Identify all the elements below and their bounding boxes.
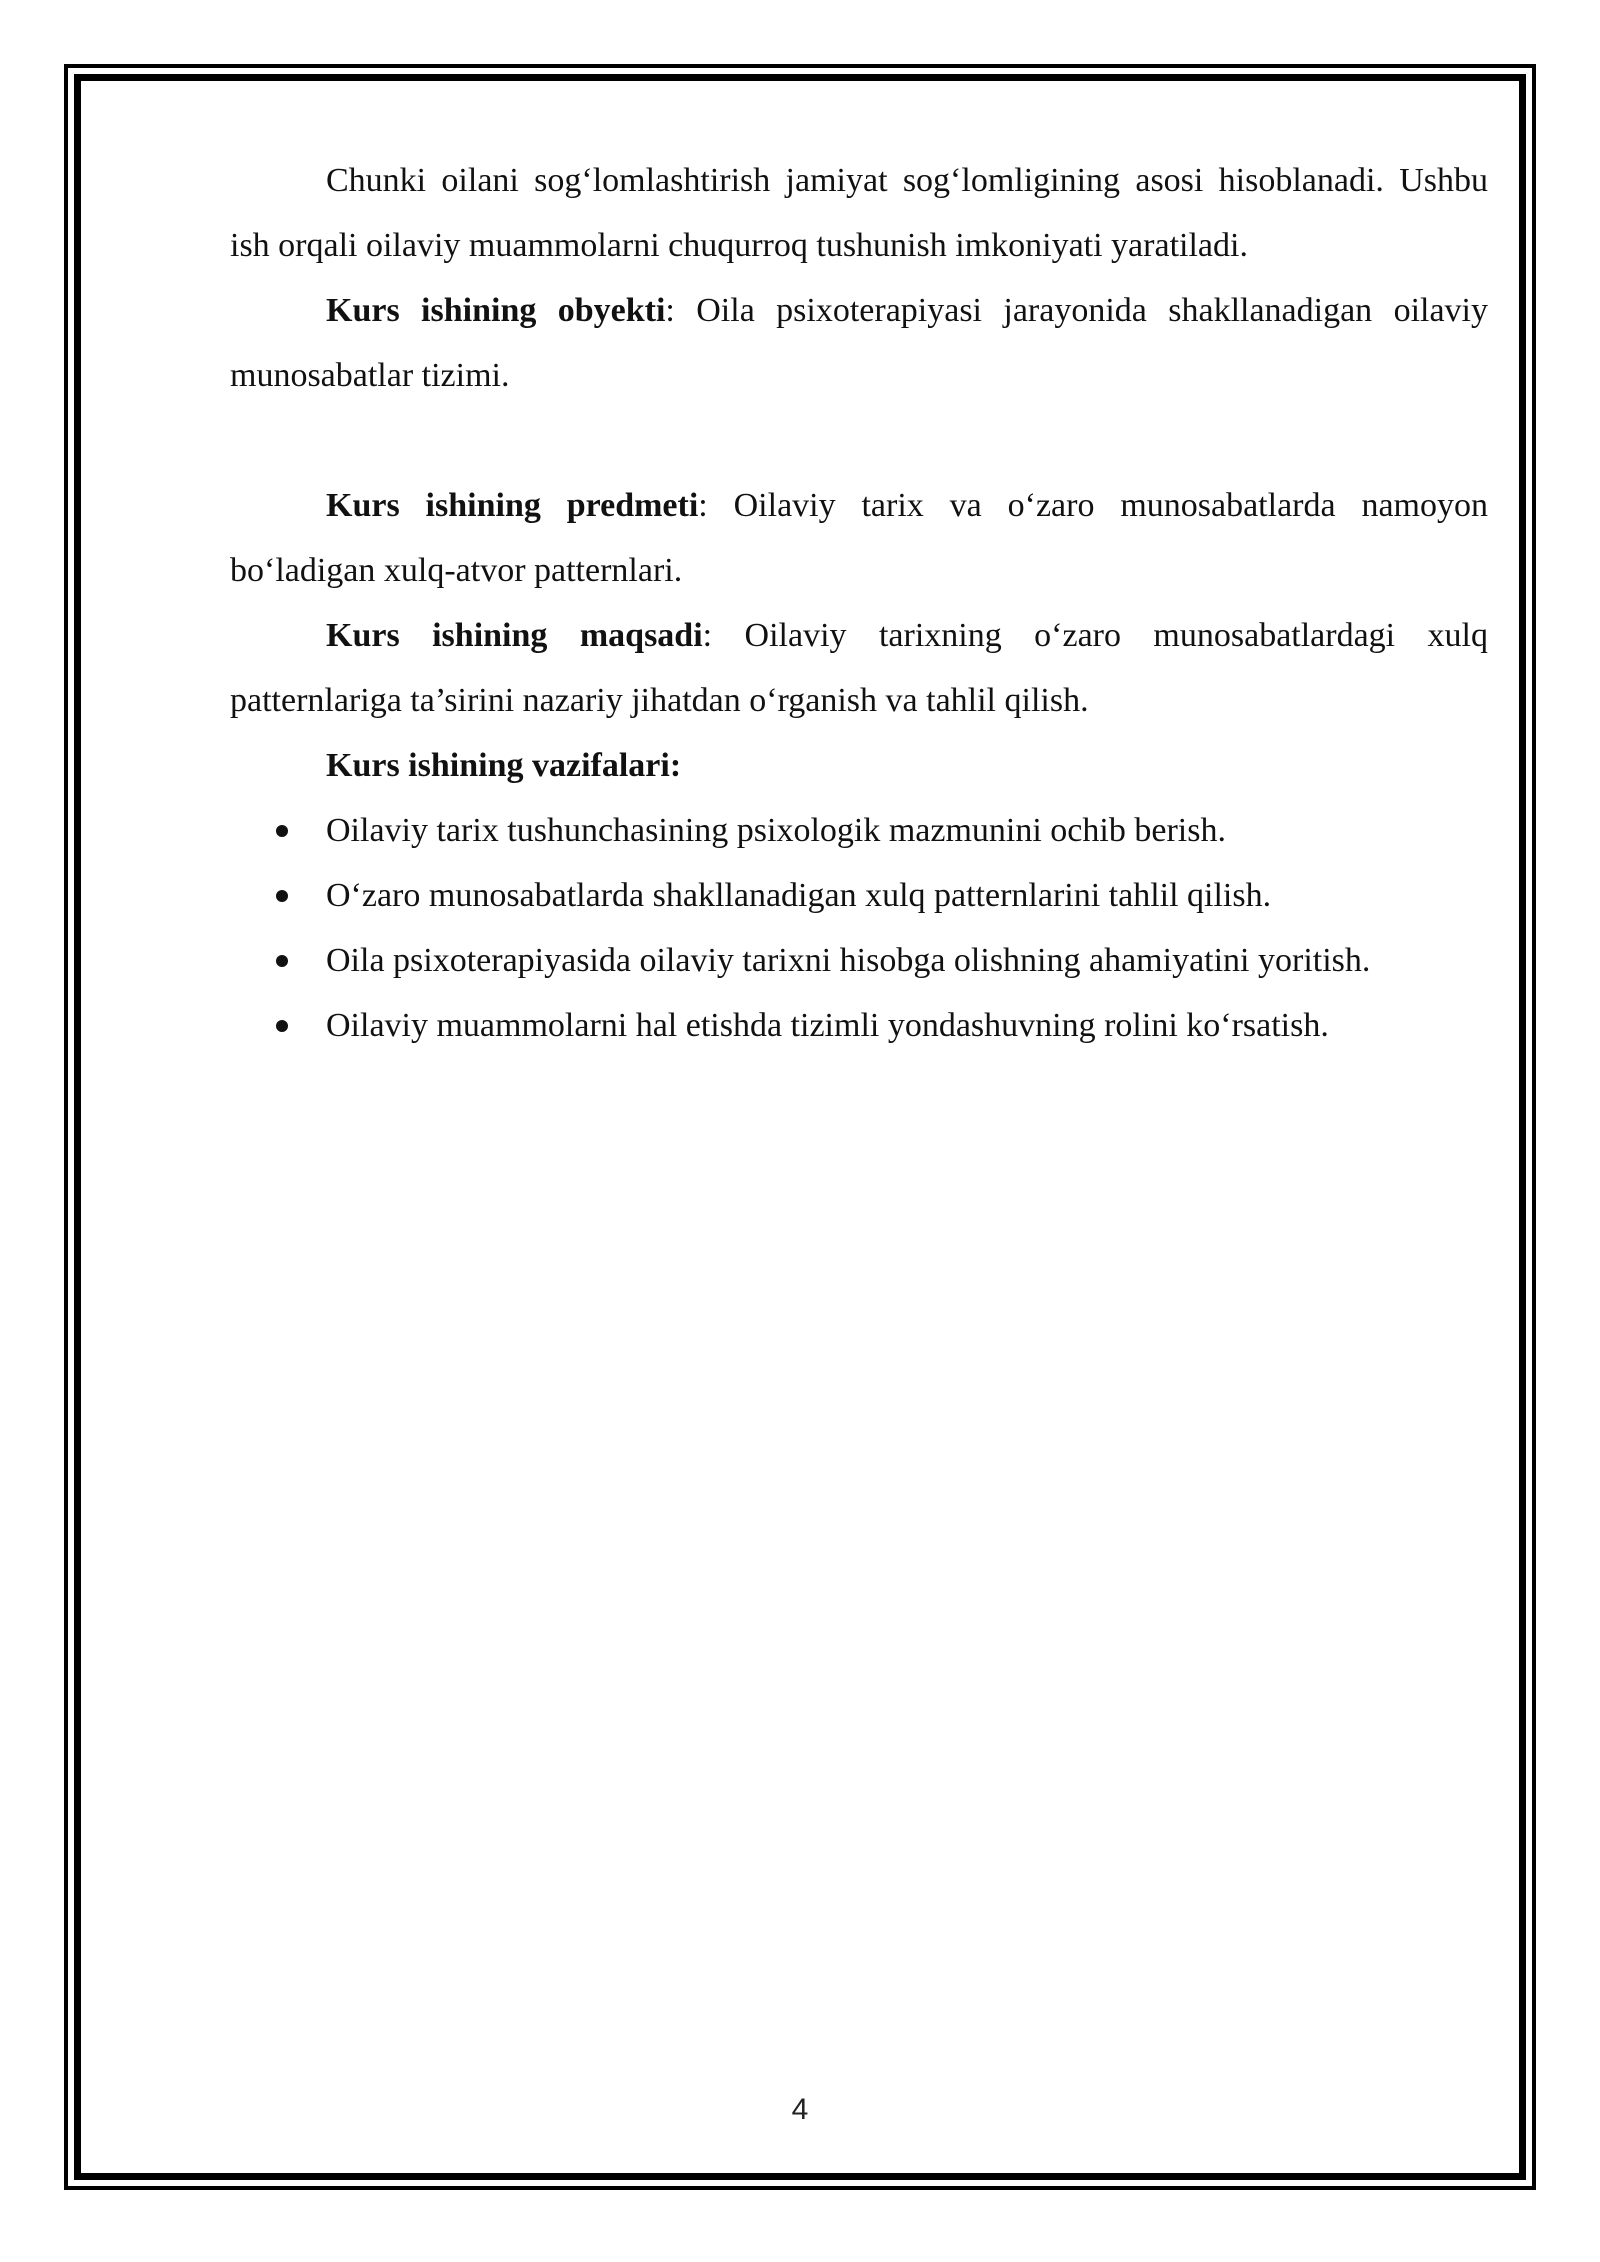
- goal-text: : Oilaviy tarixning o‘zaro munosabatlardagi xulq patternlariga ta’sirini nazariy jihatdan o‘rganish va tahlil qilish.: [230, 617, 1489, 719]
- task-text: Oilaviy tarix tushunchasining psixologik mazmunini ochib berish.: [326, 812, 1226, 849]
- list-item: [230, 798, 1488, 863]
- task-text: Oila psixoterapiyasida oilaviy tarixni hisobga olishning ahamiyatini yoritish.: [326, 942, 1371, 979]
- page-number: 4: [791, 2093, 809, 2126]
- task-text: O‘zaro munosabatlarda shakllanadigan xulq patternlarini tahlil qilish.: [326, 877, 1272, 914]
- subject-label: Kurs ishining predmeti: [326, 487, 699, 524]
- object-paragraph: [230, 278, 1488, 408]
- object-text: : Oila psixoterapiyasi jarayonida shakllanadigan oilaviy munosabatlar tizimi.: [230, 292, 1488, 394]
- bullet-icon: [276, 1020, 288, 1032]
- tasks-heading: Kurs ishining vazifalari:: [326, 747, 682, 784]
- goal-paragraph: [230, 603, 1488, 733]
- tasks-list: [230, 798, 1488, 1058]
- task-text: Oilaviy muammolarni hal etishda tizimli yondashuvning rolini ko‘rsatish.: [326, 1007, 1329, 1044]
- list-item: [230, 863, 1488, 928]
- subject-paragraph: [230, 473, 1488, 603]
- list-item: [230, 993, 1488, 1058]
- bullet-icon: [276, 890, 288, 902]
- list-item: [230, 928, 1488, 993]
- document-body: [230, 148, 1488, 1058]
- goal-label: Kurs ishining maqsadi: [326, 617, 703, 654]
- subject-text: : Oilaviy tarix va o‘zaro munosabatlarda namoyon bo‘ladigan xulq-atvor patternlari.: [230, 487, 1488, 589]
- paragraph-gap: [230, 408, 1488, 473]
- bullet-icon: [276, 955, 288, 967]
- intro-paragraph: Chunki oilani sog‘lomlashtirish jamiyat sog‘lomligining asosi hisoblanadi. Ushbu ish orqali oilaviy muammolarni chuqurroq tushunish imkoniyati yaratiladi.: [230, 162, 1488, 264]
- object-label: Kurs ishining obyekti: [326, 292, 666, 329]
- bullet-icon: [276, 825, 288, 837]
